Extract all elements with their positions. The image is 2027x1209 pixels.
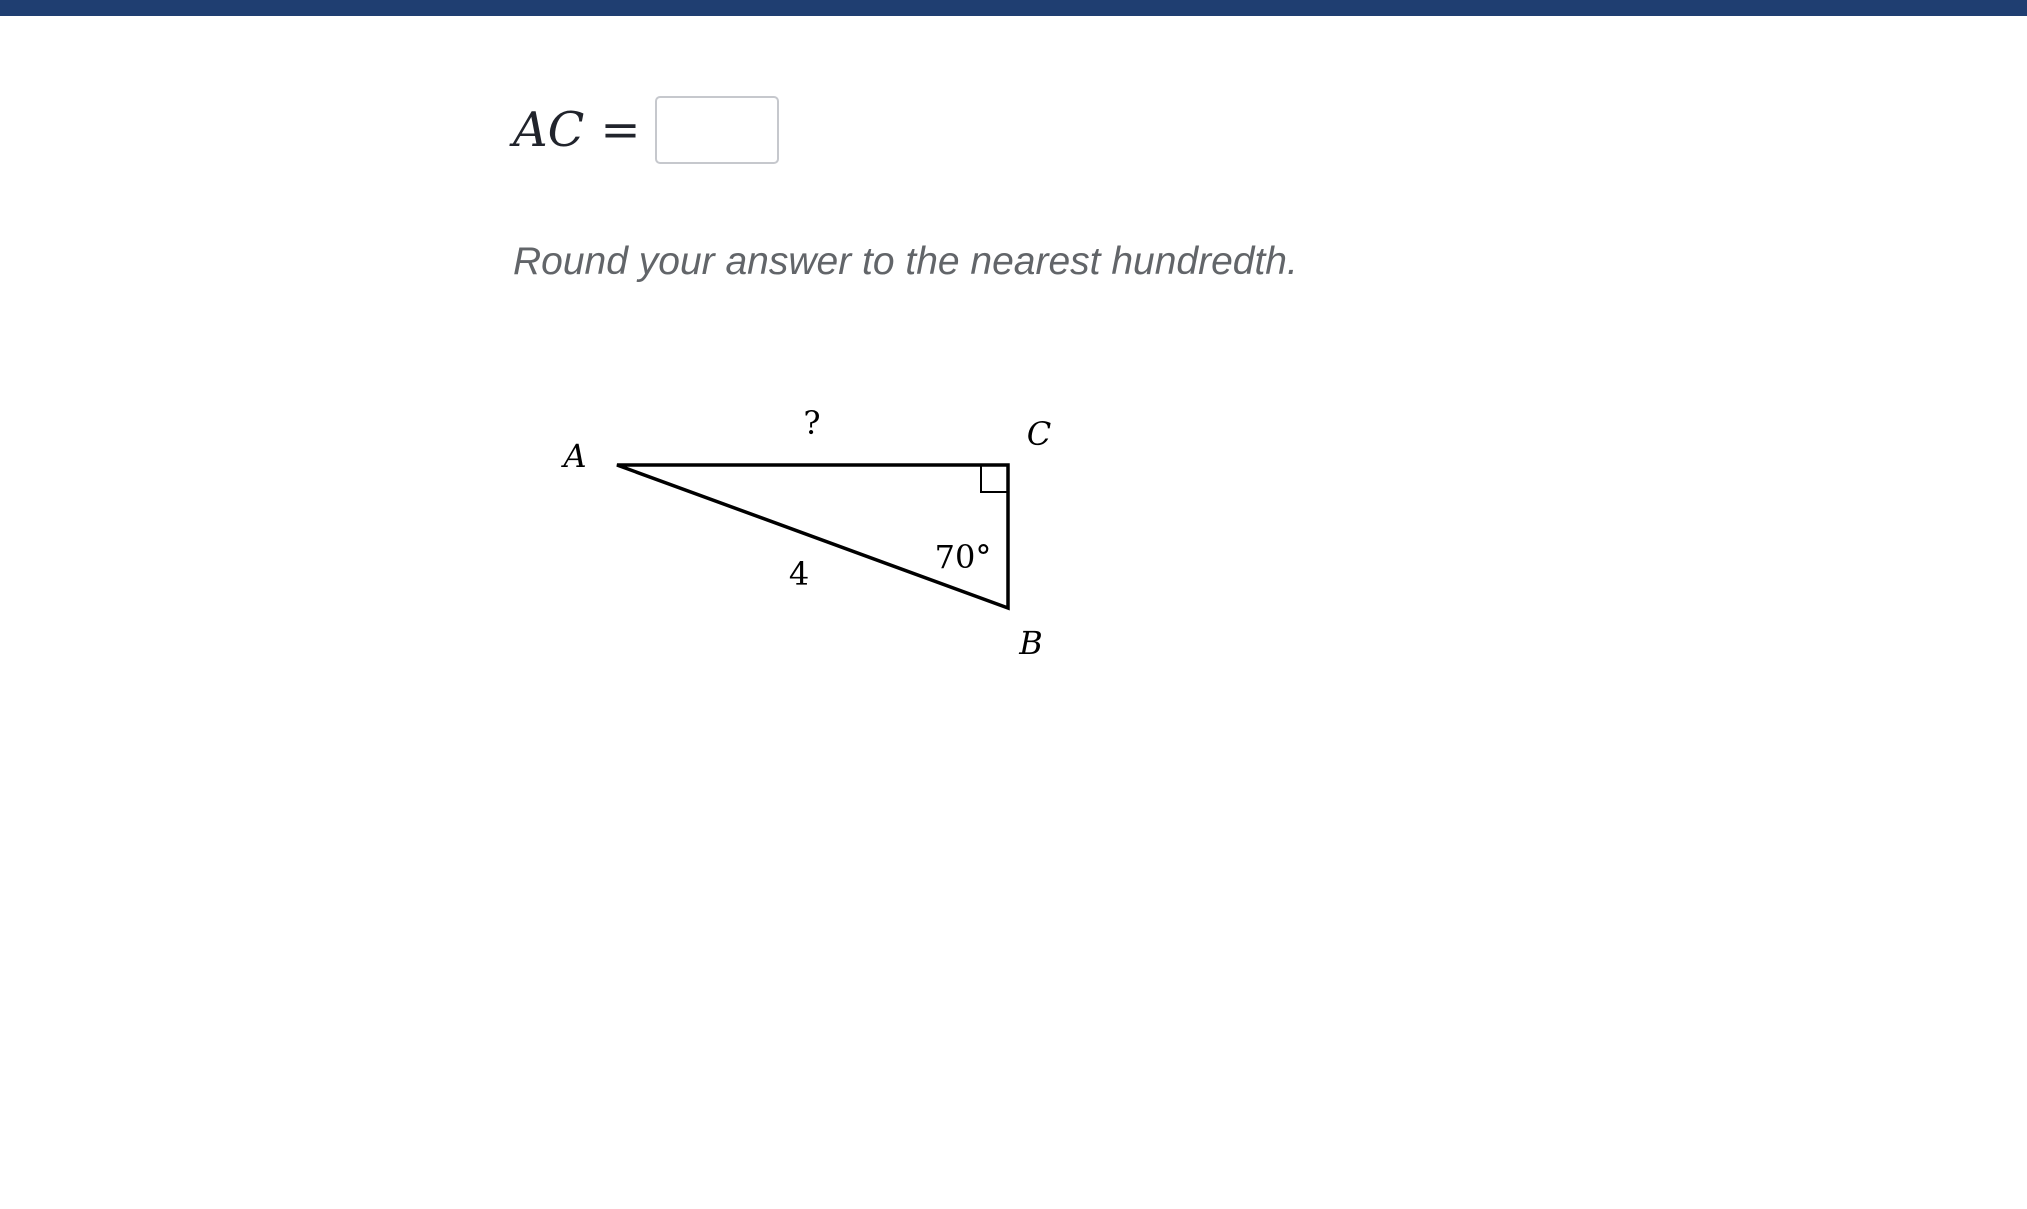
side-ab-label: 4 (788, 555, 810, 593)
vertex-label-c: C (1026, 415, 1052, 453)
vertex-label-b: B (1019, 624, 1043, 662)
answer-equation (513, 96, 779, 164)
equals-sign: = (600, 102, 641, 158)
right-angle-marker (981, 465, 1008, 492)
vertex-label-a: A (563, 437, 587, 475)
angle-b-label: 70° (934, 538, 992, 576)
equation-lhs: AC (513, 102, 585, 158)
answer-input[interactable] (655, 96, 779, 164)
top-header-bar (0, 0, 2027, 16)
rounding-instruction: Round your answer to the nearest hundredth. (513, 240, 1298, 283)
side-ac-label: ? (803, 404, 821, 442)
triangle-abc (617, 465, 1008, 608)
